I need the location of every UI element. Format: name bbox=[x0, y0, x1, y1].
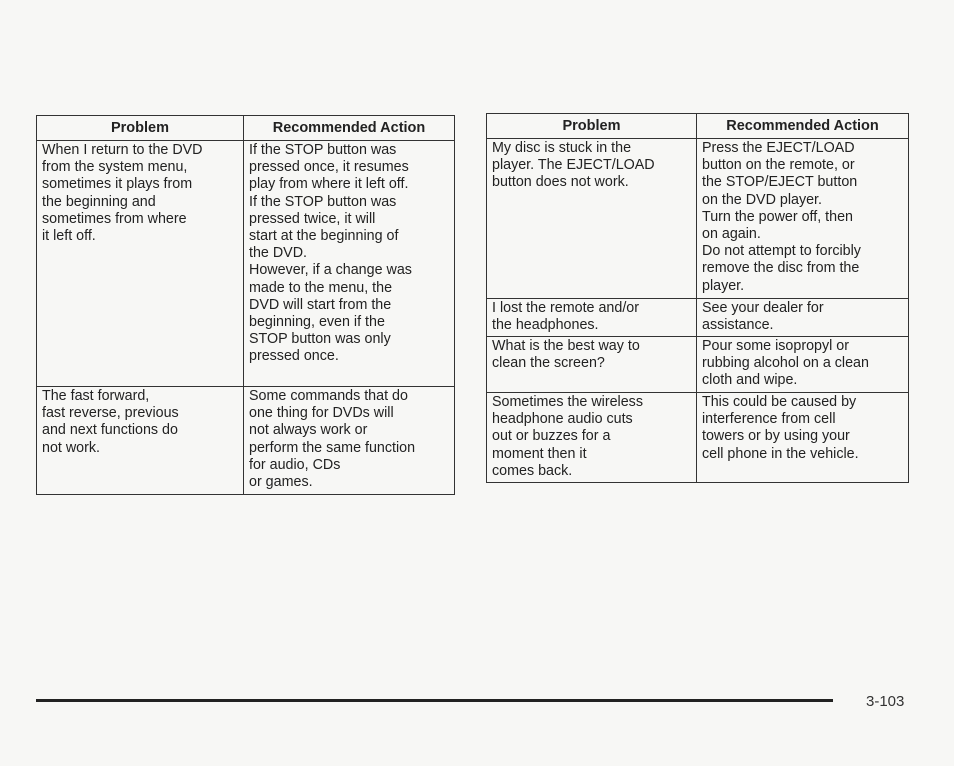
table-row bbox=[487, 299, 909, 337]
column-header-problem: Problem bbox=[37, 116, 244, 141]
action-cell: If the STOP button was pressed once, it resumes play from where it left off. If the STOP button was pressed twice, it will start at the beginning of the DVD. However, if a change was made to the menu, the DVD will start from the beginning, even if the STOP button was only pressed once. bbox=[244, 141, 455, 387]
troubleshooting-table-right bbox=[486, 113, 909, 483]
problem-cell: When I return to the DVD from the system menu, sometimes it plays from the beginning and sometimes from where it left off. bbox=[37, 141, 244, 387]
problem-cell: The fast forward, fast reverse, previous and next functions do not work. bbox=[37, 387, 244, 495]
troubleshooting-table-left bbox=[36, 115, 455, 495]
page-number: 3-103 bbox=[866, 693, 905, 710]
column-header-problem: Problem bbox=[487, 114, 697, 139]
action-cell: Pour some isopropyl or rubbing alcohol on a clean cloth and wipe. bbox=[697, 337, 909, 393]
problem-cell: Sometimes the wireless headphone audio cuts out or buzzes for a moment then it comes back. bbox=[487, 393, 697, 483]
table-row bbox=[487, 393, 909, 483]
column-header-recommended-action: Recommended Action bbox=[697, 114, 909, 139]
footer-rule bbox=[36, 699, 833, 702]
table-row bbox=[37, 387, 455, 495]
column-header-recommended-action: Recommended Action bbox=[244, 116, 455, 141]
table-row bbox=[487, 337, 909, 393]
problem-cell: What is the best way to clean the screen? bbox=[487, 337, 697, 393]
action-cell: Press the EJECT/LOAD button on the remote, or the STOP/EJECT button on the DVD player. Turn the power off, then on again. Do not attempt to forcibly remove the disc from the player. bbox=[697, 139, 909, 299]
action-cell: Some commands that do one thing for DVDs will not always work or perform the same function for audio, CDs or games. bbox=[244, 387, 455, 495]
table-row bbox=[37, 141, 455, 387]
action-cell: See your dealer for assistance. bbox=[697, 299, 909, 337]
action-cell: This could be caused by interference from cell towers or by using your cell phone in the vehicle. bbox=[697, 393, 909, 483]
table-row bbox=[487, 139, 909, 299]
problem-cell: My disc is stuck in the player. The EJECT/LOAD button does not work. bbox=[487, 139, 697, 299]
table-header-row bbox=[37, 116, 455, 141]
problem-cell: I lost the remote and/or the headphones. bbox=[487, 299, 697, 337]
table-header-row bbox=[487, 114, 909, 139]
